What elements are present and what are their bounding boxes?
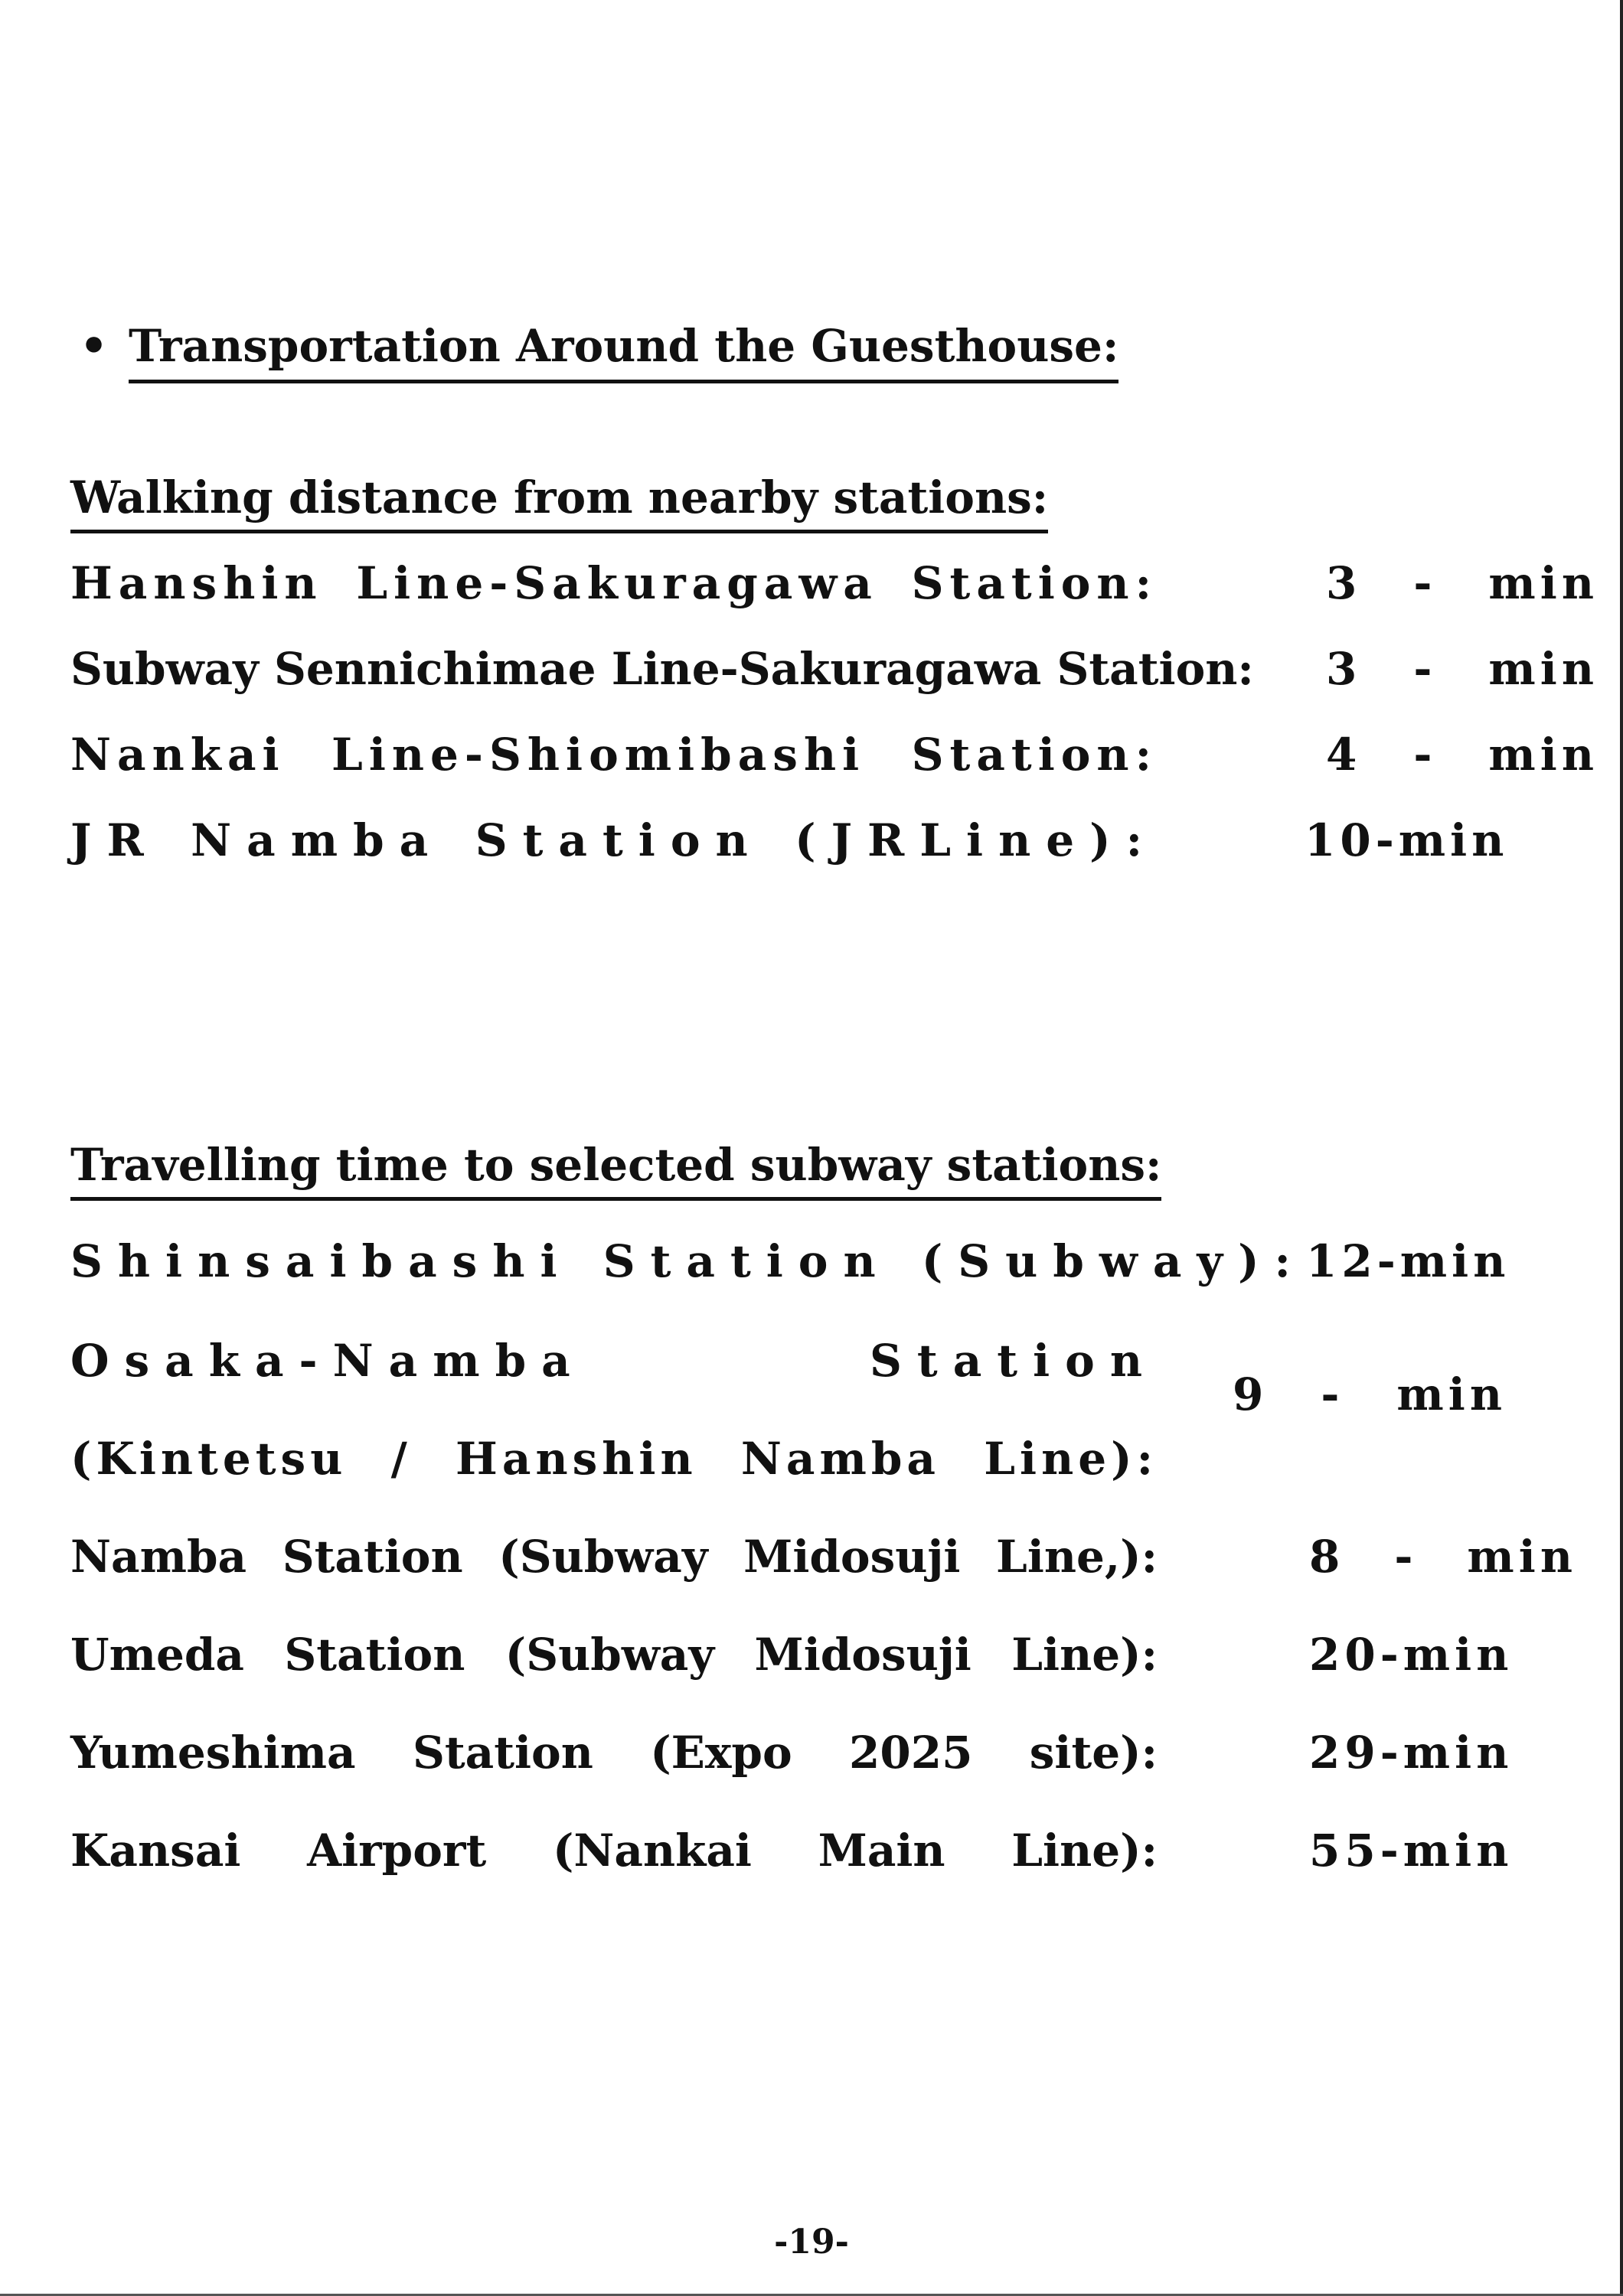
station-label: Kansai Airport (Nankai Main Line): <box>70 1825 1158 1877</box>
time-value: 3 - min <box>1326 643 1599 695</box>
station-label: Subway Sennichimae Line-Sakuragawa Station: <box>70 643 1254 695</box>
time-value: 9 - min <box>1233 1368 1507 1420</box>
station-label: Nankai Line-Shiomibashi Station: <box>70 729 1158 781</box>
page-right-border <box>1620 0 1623 2296</box>
station-label: Umeda Station (Subway Midosuji Line): <box>70 1629 1158 1681</box>
station-label: JR Namba Station (JRLine): <box>70 814 1158 866</box>
time-value: 3 - min <box>1326 557 1599 609</box>
walking-row <box>70 724 1599 785</box>
travel-row-value <box>1233 1364 1516 1425</box>
time-value: 29-min <box>1309 1727 1514 1779</box>
bullet-marker: • <box>80 320 109 372</box>
travel-row <box>70 1624 1533 1685</box>
station-label-line1: Osaka-Namba Station <box>70 1335 1158 1387</box>
walking-heading: Walking distance from nearby stations: <box>70 468 1048 533</box>
travel-row <box>70 1722 1533 1783</box>
travel-row <box>70 1526 1577 1587</box>
station-label: Yumeshima Station (Expo 2025 site): <box>70 1727 1158 1779</box>
station-label: Shinsaibashi Station (Subway): <box>70 1235 1306 1287</box>
time-value: 55-min <box>1309 1825 1514 1877</box>
time-value: 8 - min <box>1309 1531 1577 1583</box>
station-label-line2: (Kintetsu / Hanshin Namba Line): <box>70 1433 1158 1485</box>
section-title: Transportation Around the Guesthouse: <box>129 315 1118 383</box>
walking-row <box>70 553 1599 614</box>
time-value: 12-min <box>1306 1235 1510 1287</box>
walking-row <box>70 638 1599 700</box>
station-label: Hanshin Line-Sakuragawa Station: <box>70 557 1158 609</box>
travel-row <box>70 1231 1533 1292</box>
station-label: Namba Station (Subway Midosuji Line,): <box>70 1531 1158 1583</box>
walking-row <box>70 810 1533 871</box>
page-number: -19- <box>774 2223 849 2262</box>
time-value: 10-min <box>1305 814 1509 866</box>
travel-heading: Travelling time to selected subway stations: <box>70 1136 1161 1201</box>
travel-row <box>70 1820 1533 1881</box>
time-value: 4 - min <box>1326 729 1599 781</box>
time-value: 20-min <box>1309 1629 1514 1681</box>
